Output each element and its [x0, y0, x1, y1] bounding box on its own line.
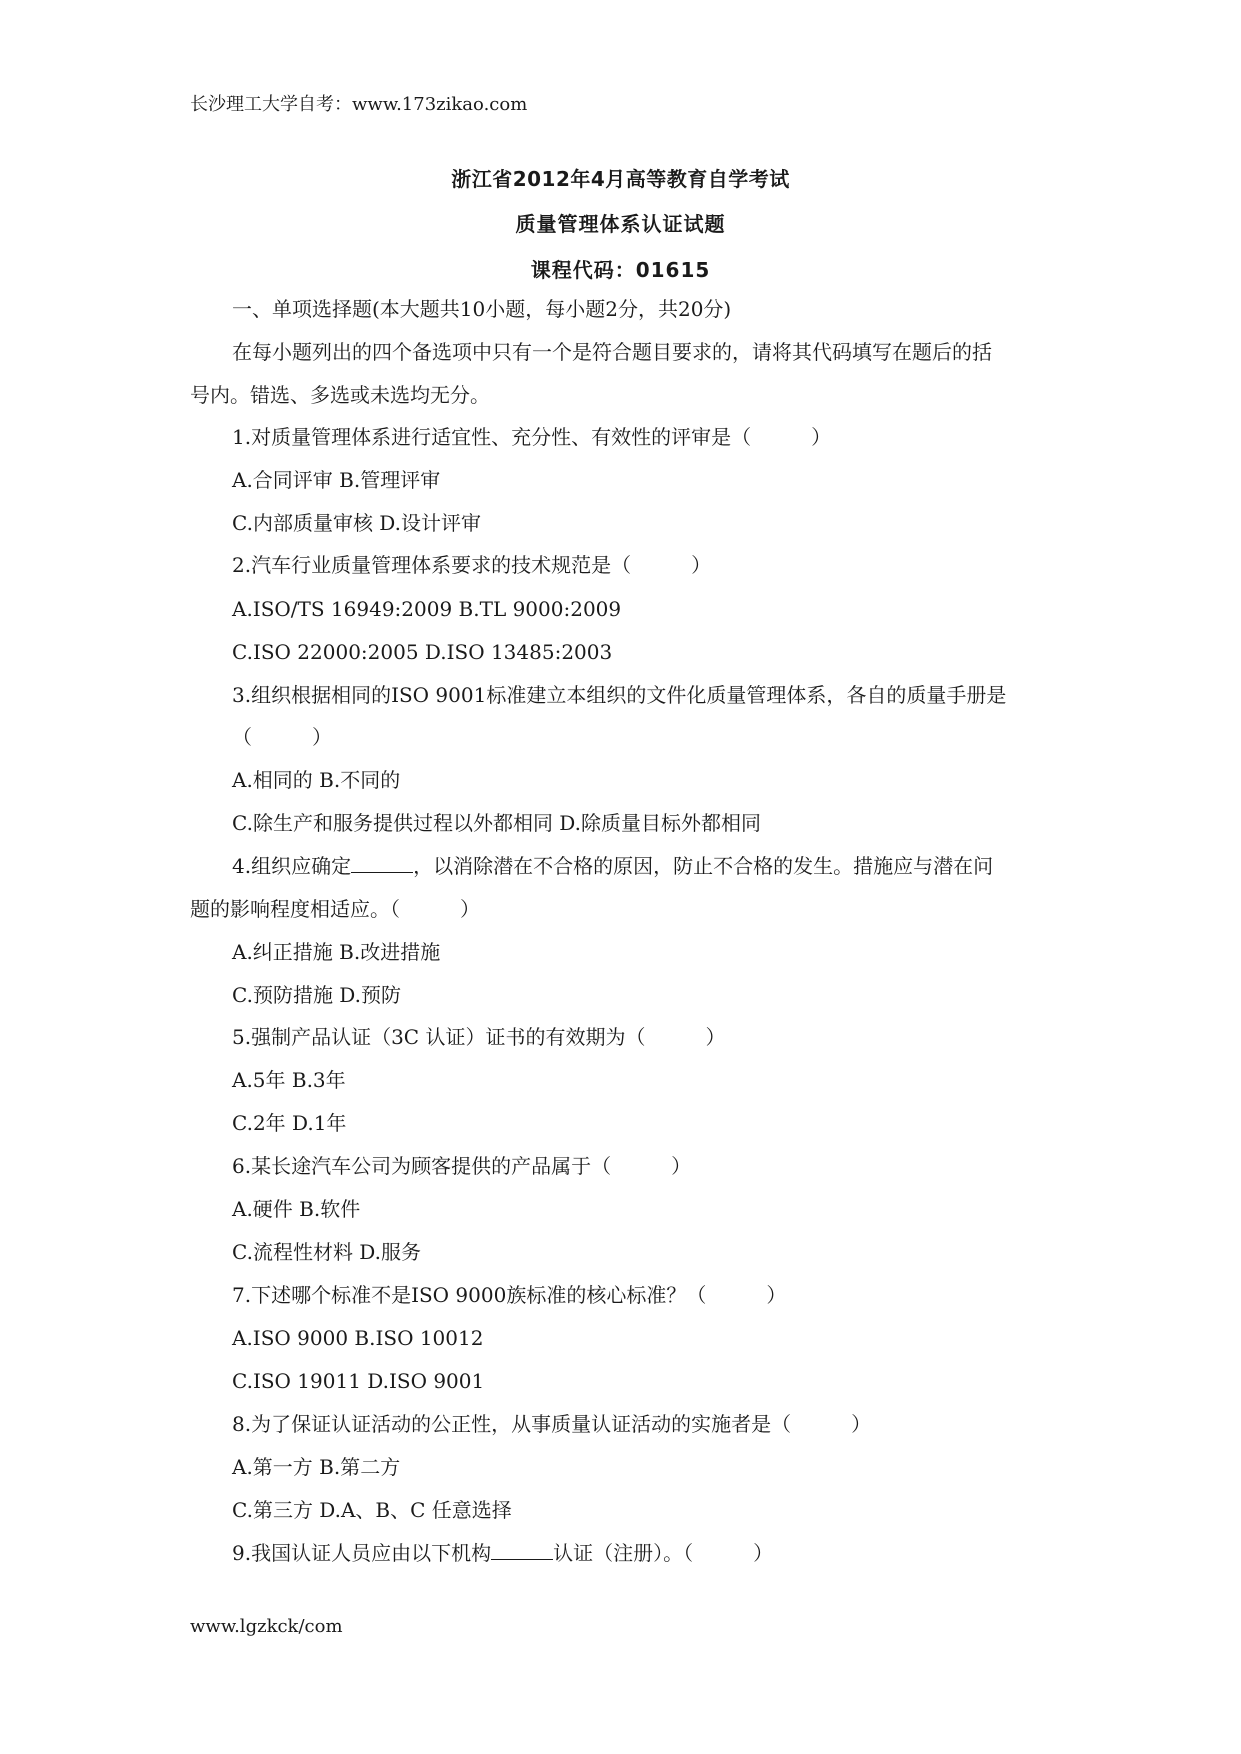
question-3-options-ab: A.相同的 B.不同的 [232, 768, 401, 792]
exam-title: 浙江省2012年4月高等教育自学考试 [451, 167, 790, 191]
page-header-source: 长沙理工大学自考：www.173zikao.com [190, 94, 528, 115]
question-1-options-cd: C.内部质量审核 D.设计评审 [232, 511, 481, 535]
question-7-options-ab: A.ISO 9000 B.ISO 10012 [232, 1326, 484, 1350]
fill-in-blank [491, 1539, 553, 1560]
question-6-options-ab: A.硬件 B.软件 [232, 1197, 361, 1221]
instruction-line-2: 号内。错选、多选或未选均无分。 [190, 383, 490, 407]
question-4-stem-post: ，以消除潜在不合格的原因，防止不合格的发生。措施应与潜在问 [413, 854, 994, 878]
question-3-stem-line-2: （ ） [232, 725, 332, 749]
question-6-stem: 6.某长途汽车公司为顾客提供的产品属于（ ） [232, 1154, 692, 1178]
question-1-stem: 1.对质量管理体系进行适宜性、充分性、有效性的评审是（ ） [232, 425, 832, 449]
question-1-options-ab: A.合同评审 B.管理评审 [232, 468, 441, 492]
question-5-options-ab: A.5年 B.3年 [232, 1068, 346, 1092]
question-8-stem: 8.为了保证认证活动的公正性，从事质量认证活动的实施者是（ ） [232, 1412, 872, 1436]
question-3-options-cd: C.除生产和服务提供过程以外都相同 D.除质量目标外都相同 [232, 811, 761, 835]
instruction-line-1: 在每小题列出的四个备选项中只有一个是符合题目要求的，请将其代码填写在题后的括 [232, 340, 992, 364]
fill-in-blank [351, 852, 413, 873]
question-9-stem-post: 认证（注册）。（ ） [553, 1541, 774, 1565]
question-7-stem: 7.下述哪个标准不是ISO 9000族标准的核心标准？（ ） [232, 1283, 787, 1307]
question-5-stem: 5.强制产品认证（3C 认证）证书的有效期为（ ） [232, 1025, 726, 1049]
section-heading: 一、单项选择题(本大题共10小题，每小题2分，共20分) [232, 297, 732, 321]
question-9-stem-pre: 9.我国认证人员应由以下机构 [232, 1541, 492, 1565]
question-4-stem-pre: 4.组织应确定 [232, 854, 352, 878]
question-4-stem-line-1 [232, 851, 993, 881]
question-5-options-cd: C.2年 D.1年 [232, 1111, 347, 1135]
question-6-options-cd: C.流程性材料 D.服务 [232, 1240, 421, 1264]
question-9-stem [232, 1538, 773, 1568]
question-4-stem-line-2: 题的影响程度相适应。（ ） [190, 897, 480, 921]
page-footer-source: www.lgzkck/com [190, 1616, 343, 1637]
question-4-options-ab: A.纠正措施 B.改进措施 [232, 940, 441, 964]
question-4-options-cd: C.预防措施 D.预防 [232, 983, 401, 1007]
question-2-stem: 2.汽车行业质量管理体系要求的技术规范是（ ） [232, 553, 712, 577]
question-8-options-ab: A.第一方 B.第二方 [232, 1455, 401, 1479]
course-code: 课程代码：01615 [530, 258, 711, 282]
question-3-stem-line-1: 3.组织根据相同的ISO 9001标准建立本组织的文件化质量管理体系，各自的质量手册是 [232, 683, 1007, 707]
question-2-options-ab: A.ISO/TS 16949:2009 B.TL 9000:2009 [232, 597, 622, 621]
question-7-options-cd: C.ISO 19011 D.ISO 9001 [232, 1369, 485, 1393]
exam-subject: 质量管理体系认证试题 [515, 212, 726, 236]
question-2-options-cd: C.ISO 22000:2005 D.ISO 13485:2003 [232, 640, 613, 664]
question-8-options-cd: C.第三方 D.A、B、C 任意选择 [232, 1498, 512, 1522]
